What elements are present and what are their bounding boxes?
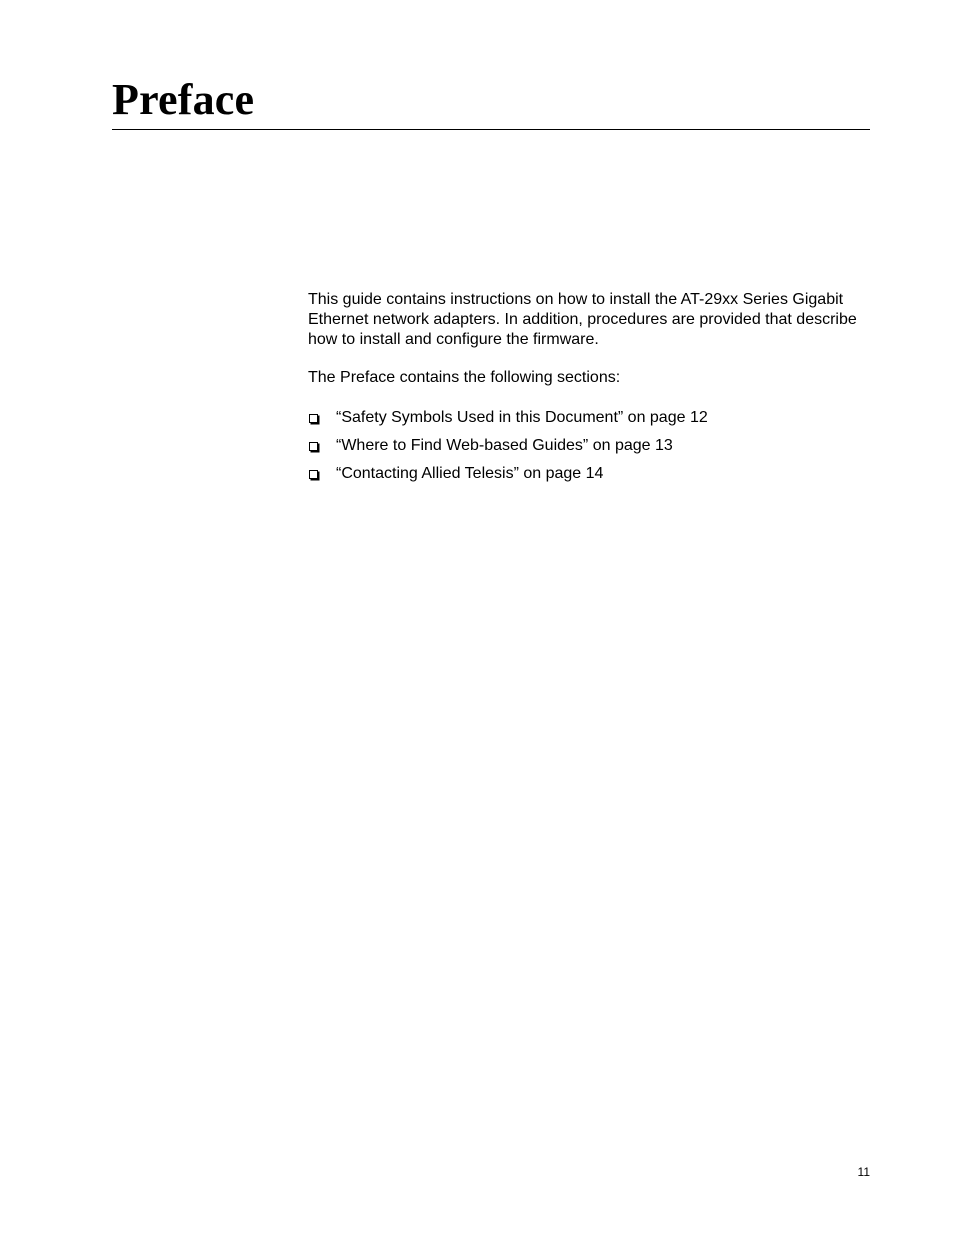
intro-paragraph: This guide contains instructions on how to install the AT-29xx Series Gigabit Ethernet network adapters. In addition, procedures are provided that describe how to install and configure the firmware. (308, 291, 857, 348)
list-item (308, 460, 868, 488)
section-link-web-guides[interactable]: “Where to Find Web-based Guides” on page 13 (336, 437, 673, 454)
page-number: 11 (857, 1165, 870, 1179)
page-title: Preface (112, 75, 255, 124)
checkbox-bullet-icon (309, 470, 318, 479)
checkbox-bullet-icon (309, 442, 318, 451)
checkbox-bullet-icon (309, 414, 318, 423)
list-item (308, 404, 868, 432)
section-list (308, 404, 868, 488)
section-link-safety-symbols[interactable]: “Safety Symbols Used in this Document” on page 12 (336, 409, 708, 426)
list-item (308, 432, 868, 460)
section-link-contacting[interactable]: “Contacting Allied Telesis” on page 14 (336, 465, 604, 482)
main-content (308, 290, 868, 488)
sections-intro-paragraph: The Preface contains the following sections: (308, 369, 621, 386)
title-divider (112, 129, 870, 130)
